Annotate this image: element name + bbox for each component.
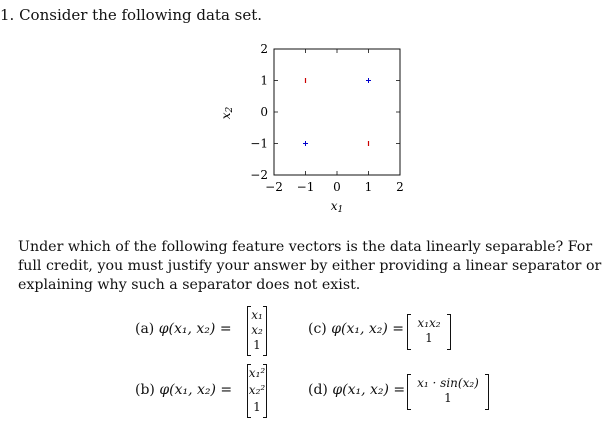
- option-a: [135, 321, 232, 337]
- option-c-entry-1: x₁x₂: [417, 316, 441, 330]
- x-axis-label-display: x1: [330, 199, 344, 215]
- y-axis-label-display: x2: [219, 106, 235, 120]
- option-c-vector: [407, 314, 451, 348]
- option-c-entry-2: 1: [425, 331, 433, 345]
- option-a-entry-1: x₁: [251, 308, 263, 322]
- option-a-vector: [247, 306, 267, 354]
- data-points: [303, 78, 371, 146]
- x-tick-label: 1: [364, 180, 373, 194]
- option-b: [135, 382, 232, 398]
- option-d-entry-1: x₁ · sin(x₂): [417, 376, 479, 390]
- option-d: [308, 382, 405, 398]
- option-d-vector: [407, 374, 489, 408]
- x-tick-label: −2: [265, 180, 283, 194]
- option-b-entry-2: x₂²: [248, 383, 266, 397]
- problem-header: 1. Consider the following data set.: [0, 6, 263, 24]
- x-ticks: [265, 49, 404, 194]
- x-tick-label: −1: [296, 180, 315, 194]
- option-a-entry-3: 1: [253, 338, 261, 352]
- x-tick-label: 0: [333, 180, 341, 194]
- x-tick-label: 2: [396, 180, 404, 194]
- option-d-label: (d): [308, 382, 328, 398]
- option-b-lhs: φ(x₁, x₂) =: [159, 382, 233, 398]
- plot-frame: [274, 49, 400, 175]
- option-c-lhs: φ(x₁, x₂) =: [331, 321, 405, 337]
- y-tick-label: 0: [260, 105, 268, 119]
- option-a-label: (a): [135, 321, 155, 337]
- option-a-entry-2: x₂: [251, 323, 263, 337]
- y-tick-label: 1: [260, 73, 268, 88]
- option-b-entry-3: 1: [253, 400, 261, 414]
- option-d-entry-2: 1: [444, 391, 452, 405]
- option-b-label: (b): [135, 382, 155, 398]
- y-ticks: [250, 42, 400, 182]
- question-text: Under which of the following feature vectors is the data linearly separable? For full credit, you must justify your answer by either providing a linear separator or explaining why such a separator does not exist.: [18, 239, 602, 293]
- option-b-entry-1: x₁²: [248, 366, 266, 380]
- y-tick-label: −2: [250, 168, 268, 182]
- y-tick-label: 2: [260, 42, 268, 56]
- option-d-lhs: φ(x₁, x₂) =: [332, 382, 406, 398]
- option-a-lhs: φ(x₁, x₂) =: [158, 321, 232, 337]
- y-tick-label: −1: [250, 136, 268, 151]
- option-c-label: (c): [308, 321, 327, 337]
- option-b-vector: [247, 364, 267, 416]
- option-c: [308, 321, 404, 337]
